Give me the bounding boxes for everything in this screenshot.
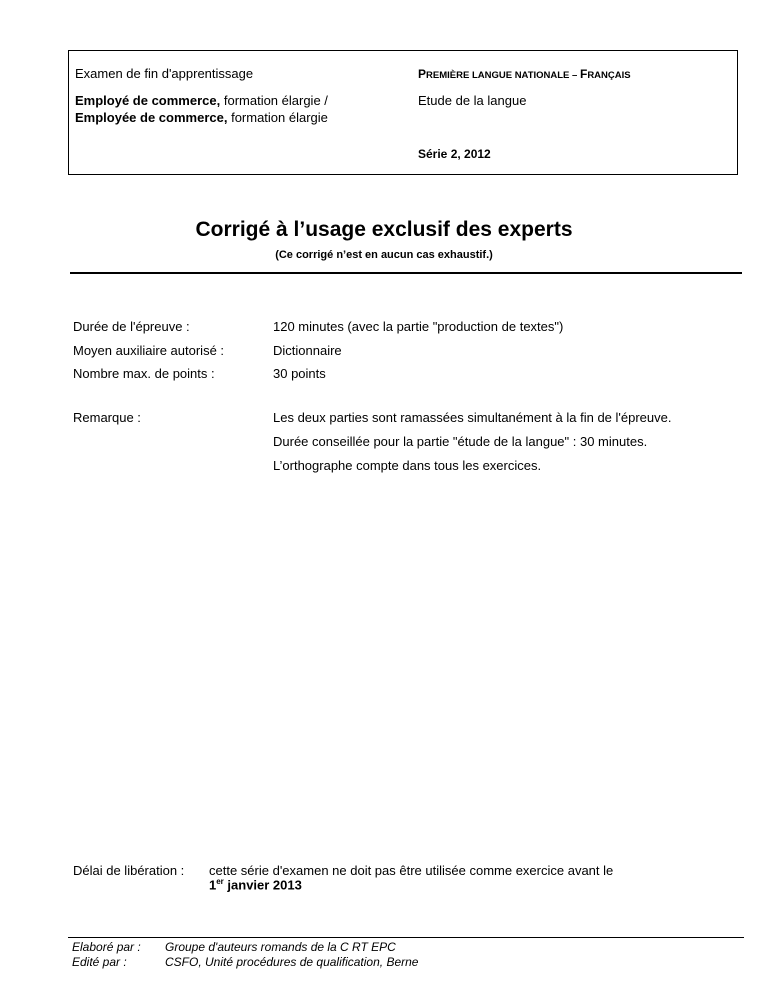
release-label: Délai de libération : [73,863,185,878]
aid-value: Dictionnaire [273,343,342,358]
remark-line-2: Durée conseillée pour la partie "étude de la langue" : 30 minutes. [273,434,648,449]
elab-value: Groupe d'auteurs romands de la C RT EPC [165,940,396,954]
page-title: Corrigé à l’usage exclusif des experts [195,218,573,241]
exam-series: Série 2, 2012 [418,147,491,161]
duration-value: 120 minutes (avec la partie "production de textes") [273,319,564,334]
elab-label: Elaboré par : [72,940,141,954]
subject-title: PREMIÈRE LANGUE NATIONALE – FRANÇAIS [418,67,631,81]
exam-part: Etude de la langue [418,93,527,108]
trade-line-1: Employé de commerce, formation élargie / [75,93,328,108]
release-text: cette série d'examen ne doit pas être utilisée comme exercice avant le [209,863,614,878]
exam-name: Examen de fin d'apprentissage [75,66,254,81]
footer-divider [68,937,744,938]
trade-line-2: Employée de commerce, formation élargie [75,110,328,125]
aid-label: Moyen auxiliaire autorisé : [73,343,225,358]
duration-label: Durée de l'épreuve : [73,319,190,334]
remark-line-3: L’orthographe compte dans tous les exercices. [273,458,542,473]
page-subtitle: (Ce corrigé n’est en aucun cas exhaustif.) [275,249,493,261]
release-date: 1er janvier 2013 [209,877,302,893]
edit-value: CSFO, Unité procédures de qualification, Berne [165,955,419,969]
points-value: 30 points [273,366,326,381]
remark-line-1: Les deux parties sont ramassées simultanément à la fin de l'épreuve. [273,410,672,425]
title-divider [70,272,742,274]
points-label: Nombre max. de points : [73,366,215,381]
edit-label: Edité par : [72,955,127,969]
remark-label: Remarque : [73,410,141,425]
